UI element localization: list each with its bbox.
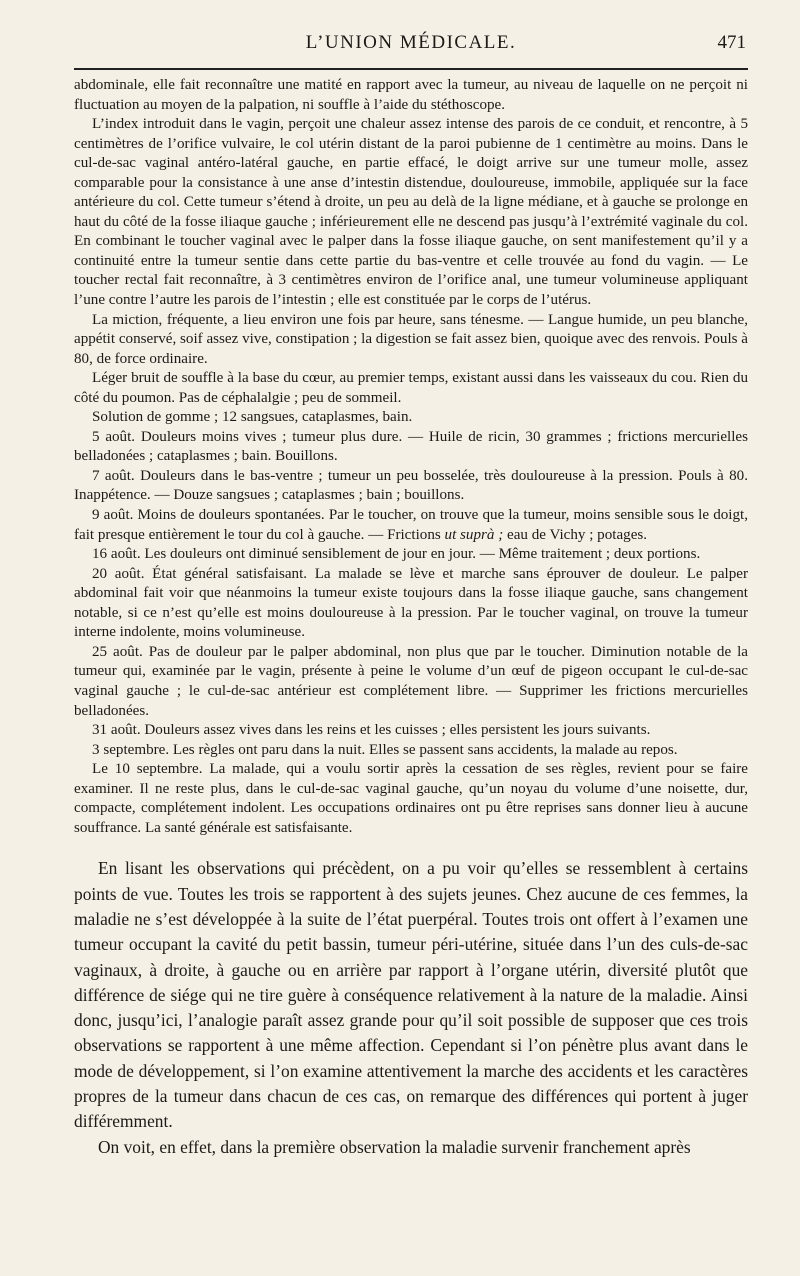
- page-number: 471: [717, 32, 746, 53]
- paragraph-first-observation: On voit, en effet, dans la première observation la maladie survenir franchement après: [98, 1136, 691, 1157]
- page-header: [74, 28, 748, 62]
- header-rule: [74, 68, 748, 70]
- running-title: L’UNION MÉDICALE.: [305, 32, 517, 53]
- paragraph-sep-10: Le 10 septembre. La malade, qui a voulu sortir après la cessation de ses règles, revient pour se faire examiner. Il ne reste plus, dans le cul-de-sac vaginal gauche, qu’un noyau du volume d’une noisette, dur, compacte, complétement indolent. Les occupations ordinaires ont pu être reprises sans donner lieu à aucune souffrance. La santé générale est satisfaisante.: [74, 761, 748, 836]
- aug-9-italic: ut suprà ;: [444, 526, 504, 543]
- observation-notes: [74, 76, 748, 838]
- paragraph-vaginal-exam: L’index introduit dans le vagin, perçoit une chaleur assez intense des parois de ce conduit, et rencontre, à 5 centimètres de l’orifice vulvaire, le col utérin distant de la paroi pubienne de 1 centimètre au moins. Dans le cul-de-sac vaginal antéro-latéral gauche, en partie effacé, le doigt arrive sur une tumeur molle, assez comparable pour la consistance à une anse d’intestin distendue, douloureuse, immobile, appliquée sur la face antérieure du col. Cette tumeur s’étend à droite, un peu au delà de la ligne médiane, et à gauche se prolonge en haut du côté de la fosse iliaque gauche ; inférieurement elle ne descend pas jusqu’à l’extrémité vaginale du col. En combinant le toucher vaginal avec le palper dans la fosse iliaque gauche, on sent manifestement qu’il y a continuité entre la tumeur sentie dans cette partie du bas-ventre et celle trouvée au fond du vagin. — Le toucher rectal fait reconnaître, à 3 centimètres environ de l’orifice anal, une tumeur volumineuse appliquant l’une contre l’autre les parois de l’intestin ; elle est constituée par le corps de l’utérus.: [74, 116, 748, 309]
- paragraph-treatment: Solution de gomme ; 12 sangsues, cataplasmes, bain.: [92, 409, 413, 426]
- paragraph-sep-3: 3 septembre. Les règles ont paru dans la nuit. Elles se passent sans accidents, la malade au repos.: [92, 741, 678, 758]
- paragraph-aug-7: 7 août. Douleurs dans le bas-ventre ; tumeur un peu bosselée, très douloureuse à la pression. Pouls à 80. Inappétence. — Douze sangsues ; cataplasmes ; bain ; bouillons.: [74, 467, 748, 504]
- paragraph-abdominal-exam: abdominale, elle fait reconnaître une matité en rapport avec la tumeur, au niveau de laquelle on ne perçoit ni fluctuation au moyen de la palpation, ni souffle à l’aide du stéthoscope.: [74, 77, 748, 113]
- paragraph-aug-9: [74, 506, 748, 545]
- paragraph-discussion: En lisant les observations qui précèdent, on a pu voir qu’elles se ressemblent à certains points de vue. Toutes les trois se rapportent à des sujets jeunes. Chez aucune de ces femmes, la maladie ne s’est développée à la suite de l’état puerpéral. Toutes trois ont offert à l’examen une tumeur occupant la cavité du petit bassin, tumeur péri-utérine, située dans l’un des culs-de-sac vaginaux, à droite, à gauche ou en arrière par rapport à l’organe utérin, diversité plutôt que différence de siége qui ne tire guère à conséquence relativement à la nature de la maladie. Ainsi donc, jusqu’ici, l’analogie paraît assez grande pour qu’il soit possible de supposer que ces trois observations se rapportent à une même affection. Cependant si l’on pénètre plus avant dans le mode de développement, si l’on examine attentivement la marche des accidents et les caractères propres de la tumeur dans chacun de ces cas, on remarque des différences qui portent à juger différemment.: [74, 858, 748, 1132]
- paragraph-heart-murmur: Léger bruit de souffle à la base du cœur, au premier temps, existant aussi dans les vaisseaux du cou. Rien du côté du poumon. Pas de céphalalgie ; peu de sommeil.: [74, 370, 748, 406]
- aug-9-text-start: 9 août. Moins de douleurs spontanées. Par le toucher, on trouve que la tumeur, moins sensible sous le doigt, fait presque entièrement le tour du col à gauche. — Frictions: [74, 507, 748, 543]
- paragraph-aug-31: 31 août. Douleurs assez vives dans les reins et les cuisses ; elles persistent les jours suivants.: [92, 722, 651, 739]
- paragraph-aug-5: 5 août. Douleurs moins vives ; tumeur plus dure. — Huile de ricin, 30 grammes ; frictions mercurielles belladonées ; cataplasmes ; bain. Bouillons.: [74, 428, 748, 465]
- paragraph-miction: La miction, fréquente, a lieu environ une fois par heure, sans ténesme. — Langue humide, un peu blanche, appétit conservé, soif assez vive, constipation ; la digestion se fait assez bien, quoique avec des renvois. Pouls à 80, de force ordinaire.: [74, 311, 749, 367]
- discussion-text: [74, 856, 748, 1160]
- paragraph-aug-16: 16 août. Les douleurs ont diminué sensiblement de jour en jour. — Même traitement ; deux portions.: [92, 546, 701, 563]
- aug-9-text-end: eau de Vichy ; potages.: [503, 526, 648, 543]
- paragraph-aug-25: 25 août. Pas de douleur par le palper abdominal, non plus que par le toucher. Diminution notable de la tumeur qui, examinée par le vagin, présente à peine le volume d’un œuf de pigeon occupant le cul-de-sac vaginal gauche ; le cul-de-sac antérieur est complétement libre. — Supprimer les frictions mercurielles belladonées.: [74, 643, 748, 719]
- paragraph-aug-20: 20 août. État général satisfaisant. La malade se lève et marche sans éprouver de douleur. Le palper abdominal fait voir que néanmoins la tumeur existe toujours dans la fosse iliaque gauche, sans changement notable, si ce n’est qu’elle est moins douloureuse à la pression. Par le toucher vaginal, on trouve la tumeur interne indolente, moins volumineuse.: [74, 565, 748, 641]
